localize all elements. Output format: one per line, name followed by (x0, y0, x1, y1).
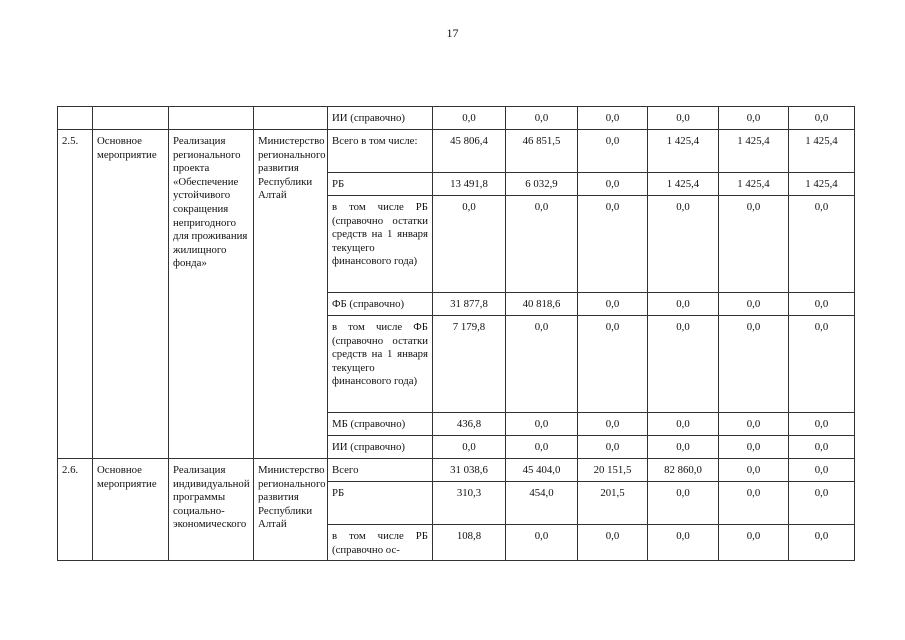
value-cell: 0,0 (578, 130, 648, 173)
value-cell: 31 877,8 (433, 293, 506, 316)
value-cell: 45 404,0 (506, 459, 578, 482)
value-cell: 201,5 (578, 482, 648, 525)
value-cell: 1 425,4 (648, 130, 719, 173)
executor-cell: Министерство регионального развития Республики Алтай (254, 130, 328, 459)
value-cell: 0,0 (506, 196, 578, 293)
value-cell: 0,0 (578, 293, 648, 316)
row-number-cell: 2.5. (58, 130, 93, 459)
event-name-cell (169, 107, 254, 130)
event-name-cell: Реализация регионального проекта «Обеспечение устойчивого сокращения непригодного для проживания жилищного фонда» (169, 130, 254, 459)
funding-source-cell: РБ (328, 173, 433, 196)
value-cell: 1 425,4 (719, 173, 789, 196)
event-type-cell: Основное мероприятие (93, 459, 169, 561)
value-cell: 0,0 (648, 413, 719, 436)
value-cell: 0,0 (578, 107, 648, 130)
event-type-cell: Основное мероприятие (93, 130, 169, 459)
value-cell: 0,0 (506, 107, 578, 130)
value-cell: 310,3 (433, 482, 506, 525)
value-cell: 0,0 (648, 482, 719, 525)
value-cell: 0,0 (719, 482, 789, 525)
value-cell: 46 851,5 (506, 130, 578, 173)
funding-source-cell: в том числе РБ (справочно остатки средств на 1 января текущего финансового года) (328, 196, 433, 293)
value-cell: 0,0 (433, 436, 506, 459)
value-cell: 0,0 (578, 316, 648, 413)
funding-source-cell: ФБ (справочно) (328, 293, 433, 316)
value-cell: 0,0 (789, 436, 855, 459)
funding-source-cell: МБ (справочно) (328, 413, 433, 436)
value-cell: 0,0 (578, 413, 648, 436)
funding-table (57, 106, 855, 561)
value-cell: 0,0 (648, 525, 719, 561)
value-cell: 0,0 (789, 107, 855, 130)
value-cell: 454,0 (506, 482, 578, 525)
value-cell: 0,0 (719, 525, 789, 561)
value-cell: 7 179,8 (433, 316, 506, 413)
value-cell: 436,8 (433, 413, 506, 436)
value-cell: 1 425,4 (789, 173, 855, 196)
value-cell: 0,0 (789, 293, 855, 316)
value-cell: 0,0 (648, 436, 719, 459)
page-number: 17 (446, 26, 459, 40)
value-cell: 0,0 (506, 413, 578, 436)
value-cell: 0,0 (506, 525, 578, 561)
value-cell: 0,0 (506, 316, 578, 413)
value-cell: 0,0 (719, 413, 789, 436)
value-cell: 31 038,6 (433, 459, 506, 482)
value-cell: 1 425,4 (719, 130, 789, 173)
value-cell: 0,0 (648, 293, 719, 316)
value-cell: 0,0 (789, 459, 855, 482)
value-cell: 0,0 (719, 316, 789, 413)
value-cell: 0,0 (789, 482, 855, 525)
value-cell: 0,0 (789, 196, 855, 293)
value-cell: 1 425,4 (648, 173, 719, 196)
value-cell: 0,0 (578, 196, 648, 293)
value-cell: 6 032,9 (506, 173, 578, 196)
funding-source-cell: РБ (328, 482, 433, 525)
value-cell: 0,0 (719, 293, 789, 316)
value-cell: 0,0 (433, 107, 506, 130)
value-cell: 40 818,6 (506, 293, 578, 316)
funding-source-cell: в том числе РБ (справочно ос- (328, 525, 433, 561)
value-cell: 20 151,5 (578, 459, 648, 482)
funding-source-cell: Всего (328, 459, 433, 482)
value-cell: 0,0 (789, 316, 855, 413)
table-row (58, 459, 855, 482)
table-row (58, 107, 855, 130)
funding-source-cell: Всего в том числе: (328, 130, 433, 173)
value-cell: 0,0 (648, 196, 719, 293)
value-cell: 0,0 (648, 107, 719, 130)
value-cell: 13 491,8 (433, 173, 506, 196)
funding-source-cell: в том числе ФБ (справочно остатки средств на 1 января текущего финансового года) (328, 316, 433, 413)
executor-cell: Министерство регионального развития Республики Алтай (254, 459, 328, 561)
value-cell: 82 860,0 (648, 459, 719, 482)
value-cell: 0,0 (433, 196, 506, 293)
value-cell: 0,0 (578, 525, 648, 561)
value-cell: 0,0 (719, 459, 789, 482)
value-cell: 0,0 (719, 196, 789, 293)
row-number-cell (58, 107, 93, 130)
table-row (58, 130, 855, 173)
value-cell: 0,0 (719, 107, 789, 130)
row-number-cell: 2.6. (58, 459, 93, 561)
funding-source-cell: ИИ (справочно) (328, 107, 433, 130)
executor-cell (254, 107, 328, 130)
event-type-cell (93, 107, 169, 130)
event-name-cell: Реализация индивидуальной программы социально-экономического (169, 459, 254, 561)
value-cell: 0,0 (789, 525, 855, 561)
value-cell: 0,0 (578, 173, 648, 196)
value-cell: 0,0 (719, 436, 789, 459)
value-cell: 0,0 (648, 316, 719, 413)
value-cell: 0,0 (789, 413, 855, 436)
funding-source-cell: ИИ (справочно) (328, 436, 433, 459)
value-cell: 1 425,4 (789, 130, 855, 173)
value-cell: 0,0 (578, 436, 648, 459)
value-cell: 45 806,4 (433, 130, 506, 173)
value-cell: 108,8 (433, 525, 506, 561)
value-cell: 0,0 (506, 436, 578, 459)
